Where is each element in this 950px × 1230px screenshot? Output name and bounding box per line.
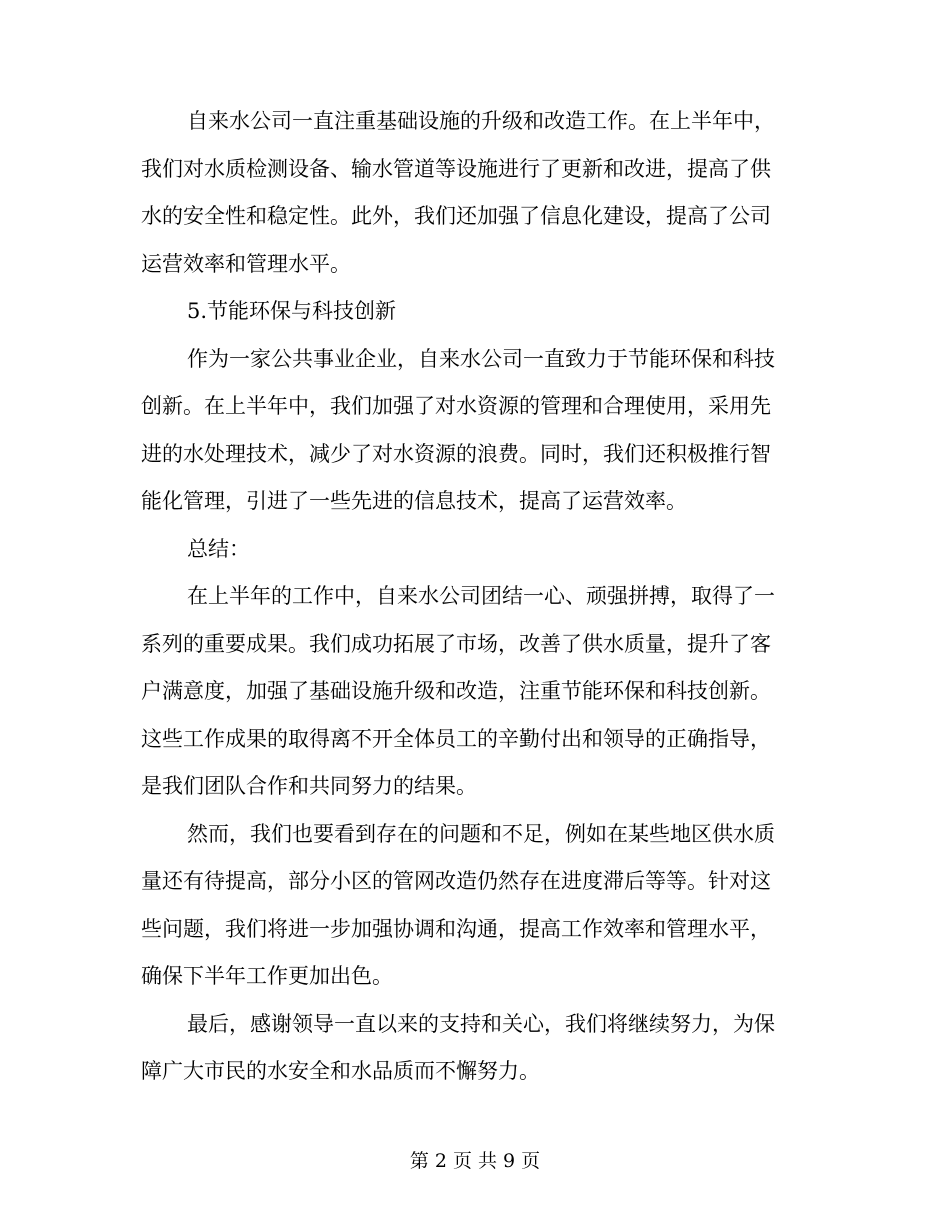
text-line: 户满意度，加强了基础设施升级和改造，注重节能环保和科技创新。: [141, 679, 771, 703]
text-line: 然而，我们也要看到存在的问题和不足，例如在某些地区供水质: [187, 821, 775, 846]
summary-heading: [141, 526, 803, 574]
text-line: 确保下半年工作更加出色。: [141, 964, 393, 988]
heading-text: 总结：: [187, 536, 250, 561]
paragraph-energy: [141, 336, 803, 526]
text-line: 些问题，我们将进一步加强协调和沟通，提高工作效率和管理水平，: [141, 916, 771, 941]
text-line: 这些工作成果的取得离不开全体员工的辛勤付出和领导的正确指导，: [141, 726, 771, 751]
section-heading: [141, 288, 803, 336]
paragraph-summary: [141, 573, 803, 811]
heading-text: 5.节能环保与科技创新: [187, 299, 397, 323]
text-line: 作为一家公共事业企业，自来水公司一直致力于节能环保和科技: [187, 346, 775, 371]
text-line: 量还有待提高，部分小区的管网改造仍然存在进度滞后等等。针对这: [141, 869, 771, 893]
text-line: 能化管理，引进了一些先进的信息技术，提高了运营效率。: [141, 489, 687, 513]
text-line: 运营效率和管理水平。: [141, 251, 351, 276]
page-number-footer: 第 2 页 共 9 页: [409, 1150, 541, 1172]
text-line: 在上半年的工作中，自来水公司团结一心、顽强拼搏，取得了一: [187, 584, 775, 608]
text-line: 最后，感谢领导一直以来的支持和关心，我们将继续努力，为保: [187, 1011, 775, 1036]
paragraph-issues: [141, 811, 803, 1001]
text-line: 水的安全性和稳定性。此外，我们还加强了信息化建设，提高了公司: [141, 204, 771, 228]
text-line: 我们对水质检测设备、输水管道等设施进行了更新和改进，提高了供: [141, 156, 771, 181]
text-line: 进的水处理技术，减少了对水资源的浪费。同时，我们还积极推行智: [141, 441, 771, 466]
text-line: 创新。在上半年中，我们加强了对水资源的管理和合理使用，采用先: [141, 394, 771, 418]
document-body: [141, 98, 803, 1096]
paragraph-infrastructure: [141, 98, 803, 288]
paragraph-closing: [141, 1001, 803, 1096]
text-line: 是我们团队合作和共同努力的结果。: [141, 774, 477, 798]
text-line: 障广大市民的水安全和水品质而不懈努力。: [141, 1059, 540, 1083]
text-line: 系列的重要成果。我们成功拓展了市场，改善了供水质量，提升了客: [141, 631, 771, 656]
text-line: 自来水公司一直注重基础设施的升级和改造工作。在上半年中，: [187, 109, 775, 133]
